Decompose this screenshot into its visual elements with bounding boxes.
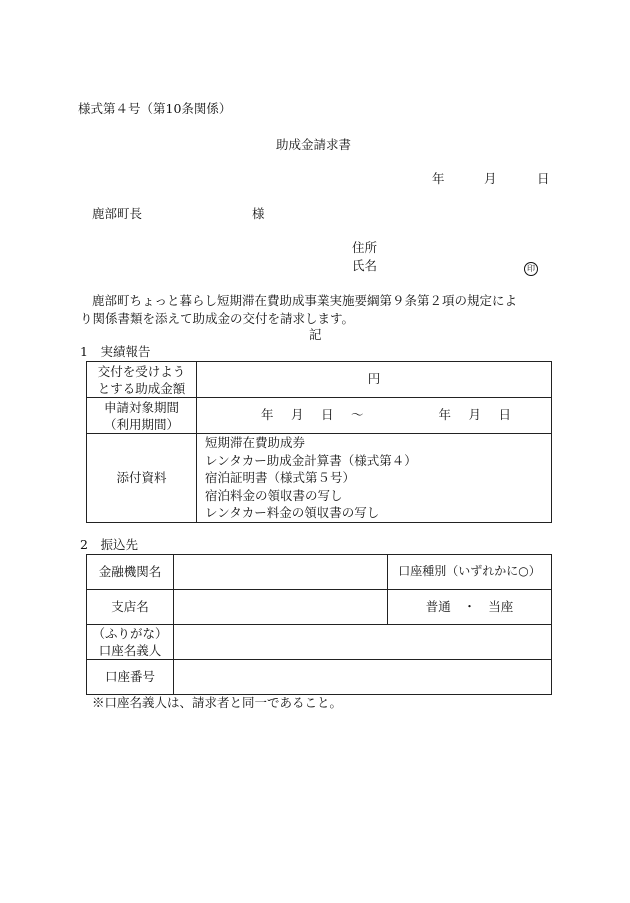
body-line-2: り関係書類を添えて助成金の交付を請求します。: [80, 311, 355, 326]
section1-heading: 1 実績報告: [80, 344, 151, 359]
period-row: [87, 398, 552, 434]
attachment-item: 宿泊料金の領収書の写し: [205, 487, 343, 503]
body-line-1: 鹿部町ちょっと暮らし短期滞在費助成事業実施要綱第９条第２項の規定によ: [92, 293, 518, 308]
period-label: 申請対象期間 （利用期間）: [87, 398, 197, 434]
attachments-label: 添付資料: [87, 434, 197, 523]
attachments-row: [87, 434, 552, 523]
attachment-item: レンタカー料金の領収書の写し: [205, 505, 380, 520]
account-number-row: [87, 660, 552, 695]
form-number: 様式第４号（第10条関係）: [78, 101, 232, 116]
date-day: 日: [537, 171, 550, 186]
attachment-item: 宿泊証明書（様式第５号）: [205, 470, 356, 485]
attachment-item: 短期滞在費助成券: [205, 435, 306, 450]
period-field[interactable]: 年 月 日 ～ 年 月 日: [197, 398, 552, 434]
date-year: 年: [432, 171, 445, 186]
document-title: 助成金請求書: [276, 137, 352, 152]
amount-label: 交付を受けよう とする助成金額: [87, 362, 197, 398]
attachment-item: レンタカー助成金計算書（様式第４）: [205, 452, 417, 468]
amount-field[interactable]: [197, 362, 552, 398]
branch-field[interactable]: [174, 590, 388, 625]
bank-table: [86, 554, 552, 695]
holder-row: [87, 625, 552, 660]
date-month: 月: [484, 171, 497, 186]
amount-unit: 円: [367, 371, 381, 387]
seal-icon: 印: [524, 262, 538, 276]
section2-heading: 2 振込先: [80, 537, 138, 552]
addressee-name: 鹿部町長: [92, 206, 143, 221]
address-label: 住所: [352, 240, 378, 255]
bank-row: [87, 555, 552, 590]
branch-label: 支店名: [87, 590, 174, 625]
account-type-options[interactable]: 普通 ・ 当座: [388, 590, 552, 625]
note: ※口座名義人は、請求者と同一であること。: [92, 695, 343, 710]
bank-label: 金融機関名: [87, 555, 174, 590]
report-table: [86, 361, 552, 523]
holder-field[interactable]: [174, 625, 552, 660]
name-label: 氏名: [352, 258, 378, 273]
ki-mark: 記: [309, 327, 322, 342]
attachments-list: [197, 434, 552, 523]
account-number-field[interactable]: [174, 660, 552, 695]
holder-label: （ふりがな） 口座名義人: [87, 625, 174, 660]
account-type-label: 口座種別（いずれかに○）: [388, 555, 552, 590]
bank-field[interactable]: [174, 555, 388, 590]
seal-mark: [524, 259, 538, 276]
account-number-label: 口座番号: [87, 660, 174, 695]
branch-row: [87, 590, 552, 625]
amount-row: [87, 362, 552, 398]
addressee-honorific: 様: [252, 206, 265, 221]
